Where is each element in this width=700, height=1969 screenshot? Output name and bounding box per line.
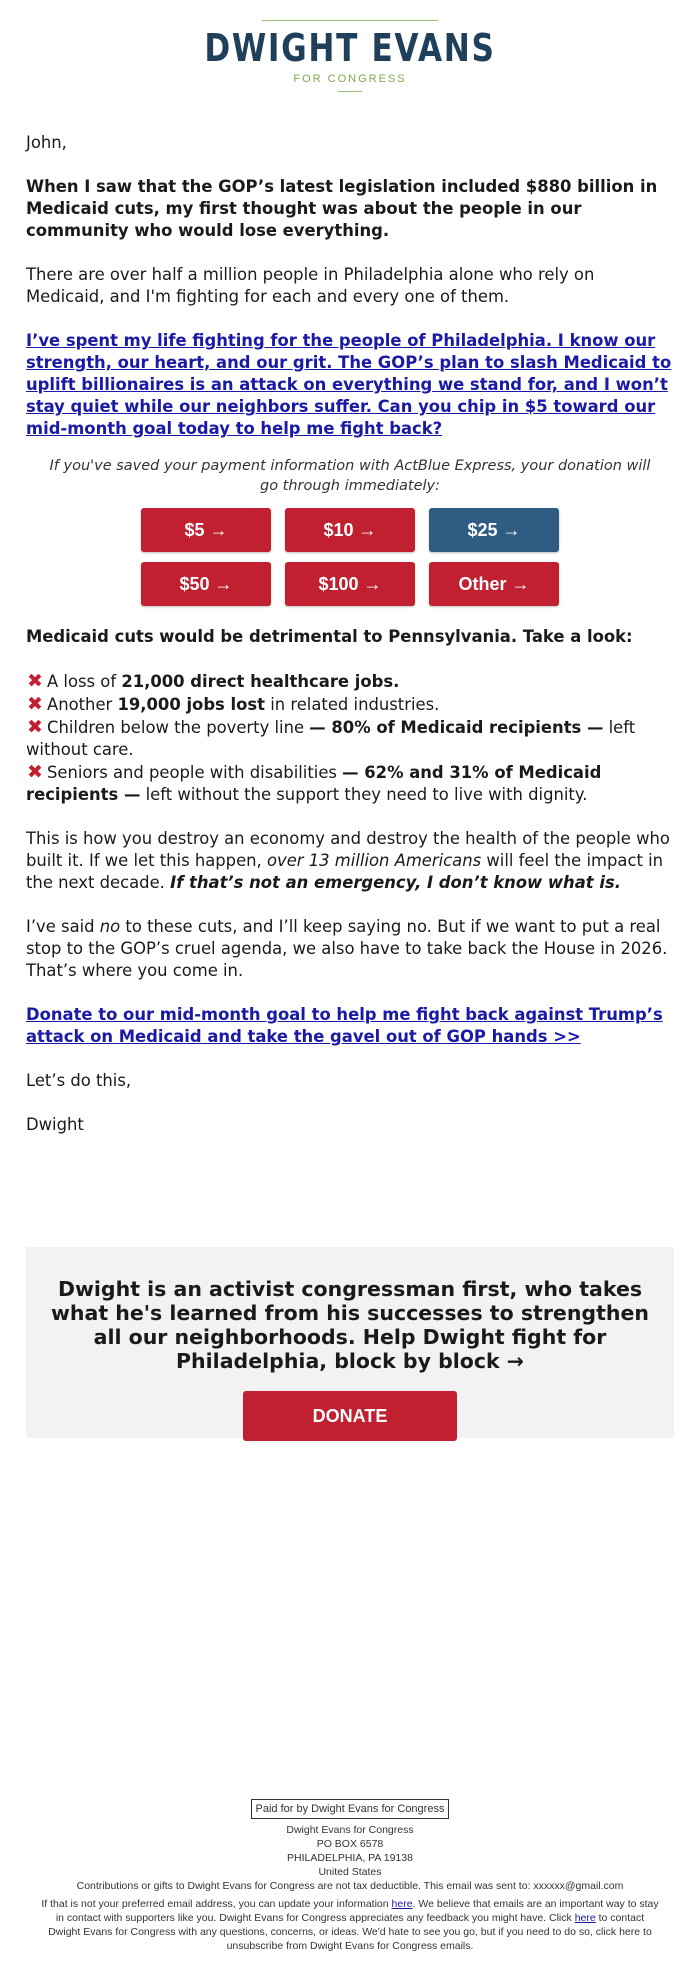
email-body: [26, 132, 674, 1136]
donate-amount-grid: [141, 508, 559, 606]
donate-100-button[interactable]: $100 →: [285, 562, 415, 606]
tax-notice: Contributions or gifts to Dwight Evans for Congress are not tax deductible. This email was sent to: xxxxxx@gmail.com: [76, 1880, 624, 1892]
appeal-link[interactable]: I’ve spent my life fighting for the people of Philadelphia. I know our strength, our heart, and our grit. The GOP’s plan to slash Medicaid to uplift billionaires is an attack on everything we stand for, and I won’t stay quiet while our neighbors suffer. Can you chip in $5 toward our mid-month goal today to help me fight back?: [26, 331, 672, 438]
callout-headline: Dwight is an activist congressman first, who takes what he's learned from his successes to strengthen all our neighborhoods. Help Dwight fight for Philadelphia, block by block →: [50, 1277, 649, 1373]
paid-for-disclaimer: Paid for by Dwight Evans for Congress: [251, 1799, 450, 1819]
bullet-item: ✖ A loss of 21,000 direct healthcare jobs.: [27, 670, 400, 692]
bullet-item: ✖ Seniors and people with disabilities — 62% and 31% of Medicaid recipients — left without the support they need to live with dignity.: [26, 761, 602, 804]
intro-paragraph: When I saw that the GOP’s latest legislation included $880 billion in Medicaid cuts, my first thought was about the people in our community who would lose everything.: [26, 177, 658, 240]
legal-footer: [0, 1799, 700, 1953]
donate-10-button[interactable]: $10 →: [285, 508, 415, 552]
donate-5-button[interactable]: $5 →: [141, 508, 271, 552]
donate-callout: [26, 1247, 674, 1438]
donate-25-button[interactable]: $25 →: [429, 508, 559, 552]
address-line: PHILADELPHIA, PA 19138: [287, 1852, 413, 1864]
cuts-heading: Medicaid cuts would be detrimental to Pennsylvania. Take a look:: [26, 627, 633, 646]
said-no-paragraph: I’ve said no to these cuts, and I’ll keep saying no. But if we want to put a real stop to the GOP’s cruel agenda, we also have to take back the House in 2026. That’s where you come in.: [26, 917, 668, 980]
bullet-item: ✖ Children below the poverty line — 80% of Medicaid recipients — left without care.: [26, 716, 636, 759]
address-line: United States: [318, 1866, 382, 1878]
address-line: Dwight Evans for Congress: [286, 1824, 414, 1836]
donate-goal-link[interactable]: Donate to our mid-month goal to help me fight back against Trump’s attack on Medicaid and take the gavel out of GOP hands >>: [26, 1005, 663, 1046]
donate-50-button[interactable]: $50 →: [141, 562, 271, 606]
signature: Dwight: [26, 1115, 84, 1134]
closing: Let’s do this,: [26, 1071, 132, 1090]
contact-link[interactable]: here: [574, 1912, 596, 1924]
actblue-note: If you've saved your payment information with ActBlue Express, your donation will go through immediately:: [49, 458, 651, 494]
cross-mark-icon: ✖: [27, 693, 43, 715]
greeting: John,: [26, 133, 67, 152]
update-info-link[interactable]: here: [391, 1898, 413, 1910]
preferences-notice: If that is not your preferred email address, you can update your information here. We believe that emails are an important way to stay in contact with supporters like you. Dwight Evans for Congress appreciates any feedback you might have. Click here to contact Dwight Evans for Congress with any questions, concerns, or ideas. We'd hate to see you go, but if you need to do so, click here to unsubscribe from Dwight Evans for Congress emails.: [41, 1898, 659, 1952]
cross-mark-icon: ✖: [27, 716, 43, 738]
logo-subtitle: FOR CONGRESS: [293, 73, 407, 85]
economy-paragraph: This is how you destroy an economy and destroy the health of the people who built it. If we let this happen, over 13 million Americans will feel the impact in the next decade. If that’s not an emergency, I don’t know what is.: [26, 829, 670, 892]
logo-rule-bottom: [338, 91, 362, 92]
donate-other-button[interactable]: Other →: [429, 562, 559, 606]
bullet-item: ✖ Another 19,000 jobs lost in related industries.: [27, 693, 440, 715]
cross-mark-icon: ✖: [27, 761, 43, 783]
logo-name: DWIGHT EVANS: [204, 26, 496, 70]
half-million-paragraph: There are over half a million people in Philadelphia alone who rely on Medicaid, and I'm fighting for each and every one of them.: [26, 265, 595, 306]
campaign-logo: [0, 20, 700, 92]
logo-rule-top: [262, 20, 438, 21]
donate-button[interactable]: DONATE: [243, 1391, 457, 1441]
cross-mark-icon: ✖: [27, 670, 43, 692]
address-line: PO BOX 6578: [316, 1838, 384, 1850]
